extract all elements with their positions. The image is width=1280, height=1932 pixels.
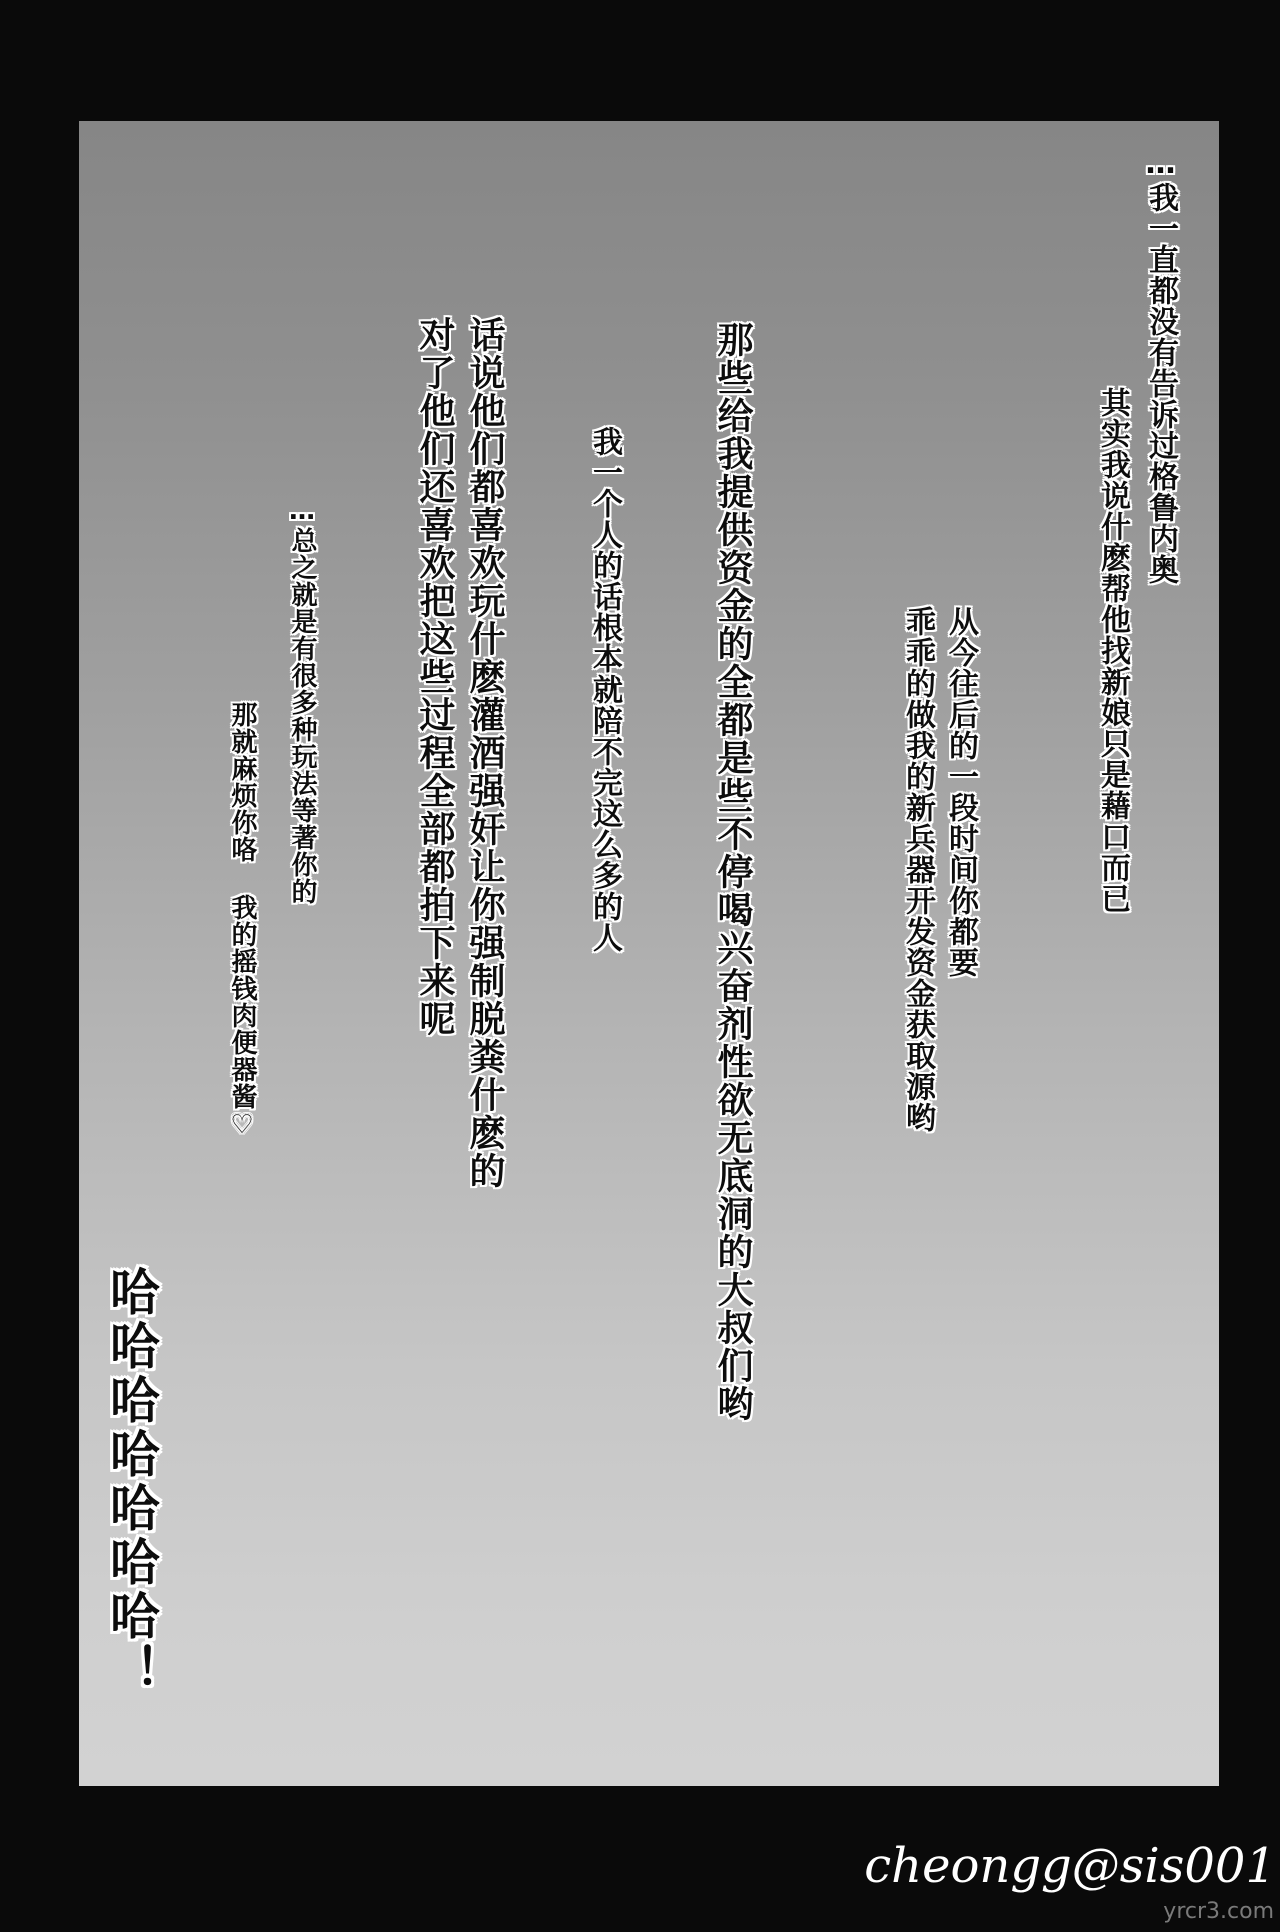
site-watermark: yrcr3.com: [1163, 1899, 1274, 1924]
laugh-text: 哈哈哈哈哈哈哈！: [102, 1266, 160, 1698]
dialogue-line-1: …我一直都没有告诉过格鲁内奥: [1143, 146, 1178, 585]
dialogue-line-10: 那就麻烦你咯 我的摇钱肉便器酱♡: [227, 701, 257, 1141]
dialogue-line-4: 乖乖的做我的新兵器开发资金获取源哟: [900, 606, 935, 1133]
dialogue-line-6: 我一个人的话根本就陪不完这么多的人: [587, 426, 622, 953]
watermark: cheongg@sis001: [864, 1838, 1276, 1894]
dialogue-line-9: …总之就是有很多种玩法等著你的: [287, 496, 317, 905]
dialogue-line-5: 那些给我提供资金的全都是些不停喝兴奋剂性欲无底洞的大叔们哟: [712, 321, 753, 1423]
dialogue-line-3: 从今往后的一段时间你都要: [943, 606, 978, 978]
dialogue-line-2: 其实我说什麽帮他找新娘只是藉口而已: [1095, 387, 1130, 914]
dialogue-line-7: 话说他们都喜欢玩什麽灌酒强奸让你强制脱粪什麽的: [464, 316, 505, 1190]
manga-panel: [79, 121, 1219, 1786]
dialogue-line-8: 对了他们还喜欢把这些过程全部都拍下来呢: [414, 316, 455, 1038]
